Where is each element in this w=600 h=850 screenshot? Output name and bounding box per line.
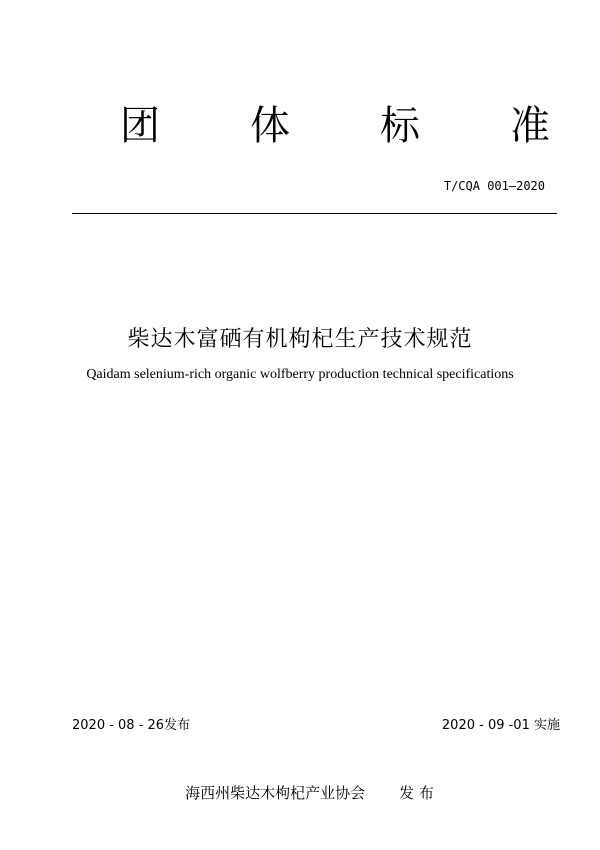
- standard-type-char: 体: [250, 103, 290, 149]
- document-title-chinese: 柴达木富硒有机枸杞生产技术规范: [127, 327, 473, 352]
- publisher-line: [0, 760, 600, 826]
- standard-code: T/CQA 001—2020: [443, 179, 545, 193]
- standard-type-char: 团: [120, 103, 160, 149]
- implementation-date: 2020 - 09 -01 实施: [441, 718, 560, 733]
- issue-date: 2020 - 08 - 26发布: [72, 718, 191, 733]
- standard-type-heading: [120, 100, 550, 152]
- document-title-english: Qaidam selenium-rich organic wolfberry production technical specifications: [86, 367, 514, 382]
- publish-action: 发 布: [399, 784, 434, 802]
- publisher-name: 海西州柴达木枸杞产业协会: [185, 784, 366, 802]
- header-divider: [72, 213, 557, 214]
- standard-type-char: 标: [380, 103, 420, 149]
- standard-type-char: 准: [510, 103, 550, 149]
